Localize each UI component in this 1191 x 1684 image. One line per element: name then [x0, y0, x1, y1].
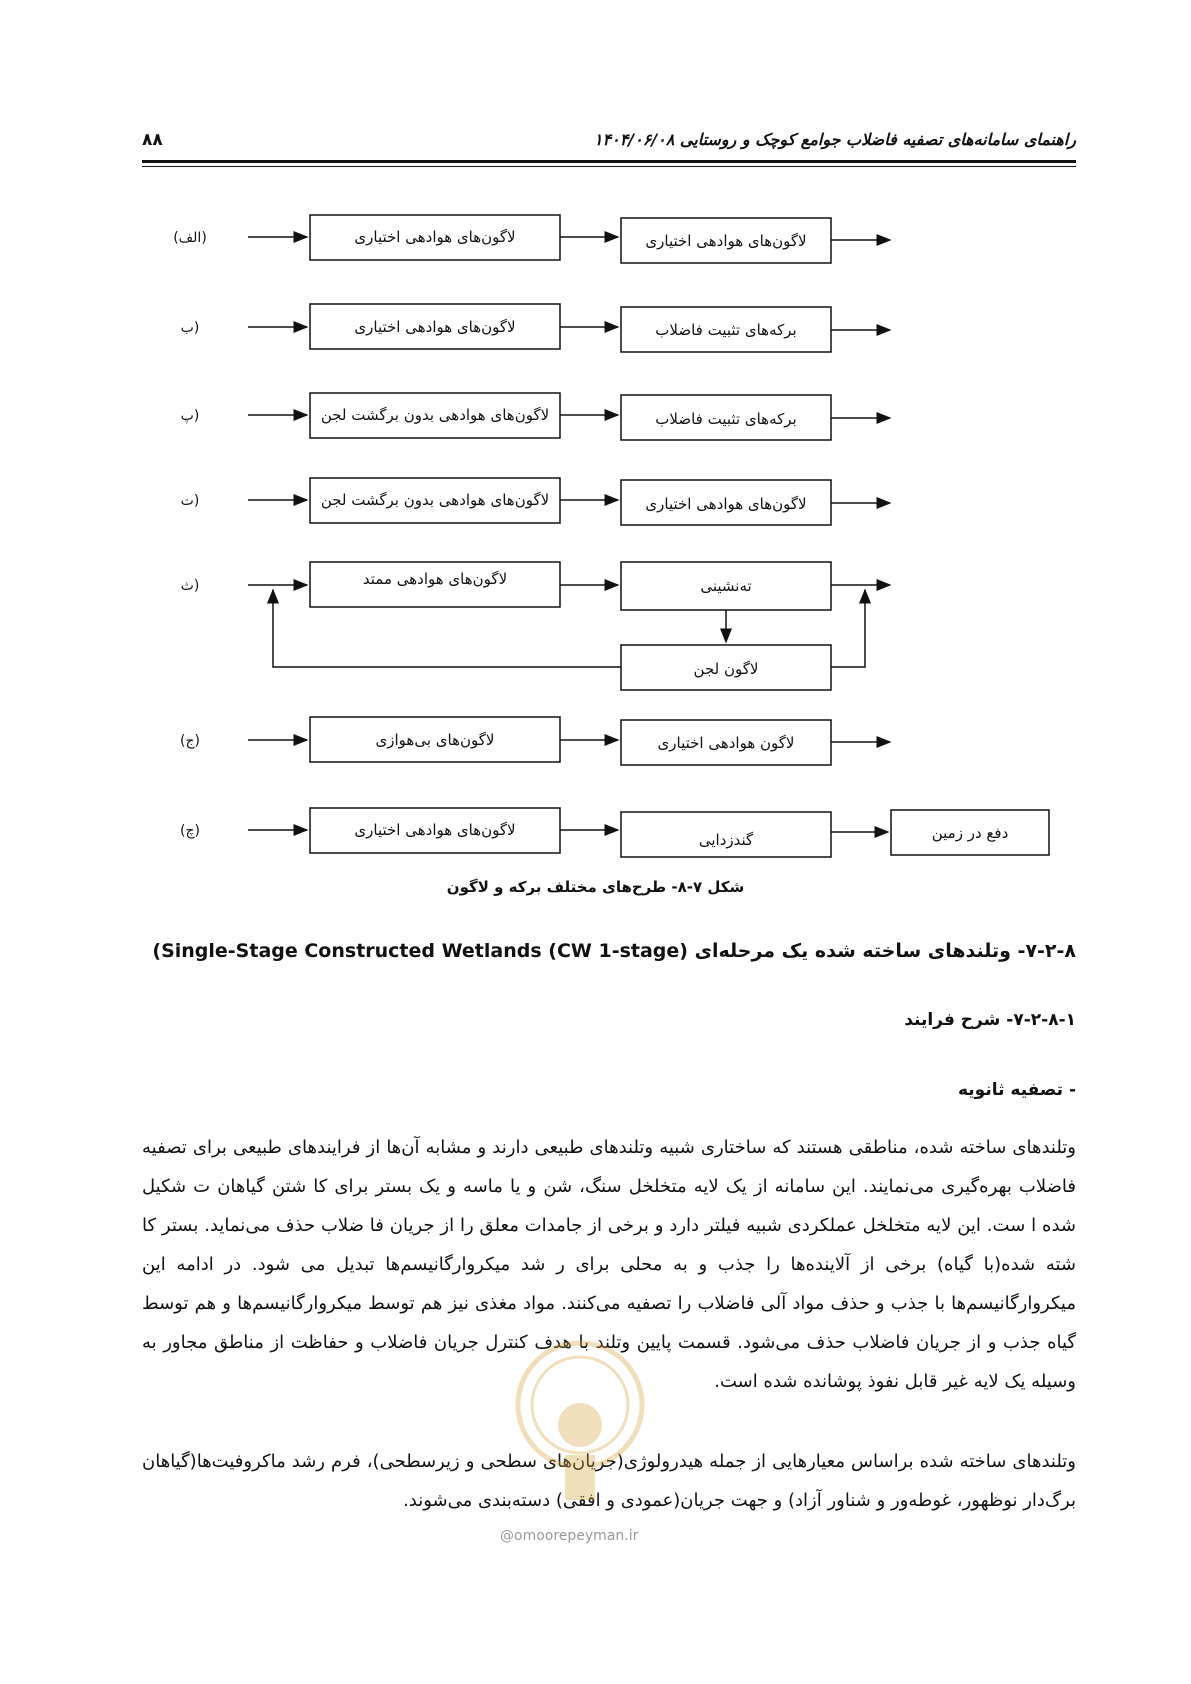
figure-caption: شکل ۷-۸- طرح‌های مختلف برکه و لاگون: [446, 878, 745, 896]
row7-box3-text: دفع در زمین: [931, 824, 1009, 842]
row5-box1-text: لاگون‌های هوادهی ممتد: [362, 570, 508, 588]
row3-box1-text: لاگون‌های هوادهی بدون برگشت لجن: [320, 406, 550, 424]
paragraph-1: وتلندهای ساخته شده، مناطقی هستند که ساختاری شبیه وتلندهای طبیعی دارند و مشابه آن‌ها از فرایندهای طبیعی برای تصفیه فاضلاب بهره‌گیری می‌نمایند. این سامانه از یک لایه متخلخل سنگ، شن و یا ماسه و یک بستر برای کا شتن گیاهان ت شکیل شده ا ست. این لایه متخلخل عملکردی شبیه فیلتر دارد و برخی از جامدات معلق را از جریان فا ضلاب حذف می‌نماید. بستر کا شته شده(با گیاه) برخی از آلاینده‌ها را جذب و به محلی برای ر شد میکروارگانیسم‌ها تبدیل می شود. در ادامه این میکروارگانیسم‌ها با جذب و حذف مواد آلی فاضلاب را تصفیه می‌کنند. مواد مغذی نیز هم توسط میکروارگانیسم‌ها و هم توسط گیاه جذب و از جریان فاضلاب حذف می‌شود. قسمت پایین وتلند با هدف کنترل جریان فاضلاب و حفاظت از مناطق مجاور به وسیله یک لایه غیر قابل نفوذ پوشانده شده است.: [142, 1137, 1076, 1392]
running-title: راهنمای سامانه‌های تصفیه فاضلاب جوامع کوچک و روستایی ۱۴۰۴/۰۶/۰۸: [593, 130, 1076, 149]
row5-label: (ث: [180, 578, 200, 594]
row2-label: (ب: [180, 320, 200, 336]
row5-box2-text: ته‌نشینی: [700, 577, 752, 595]
paragraph-2: وتلندهای ساخته شده براساس معیارهایی از جمله هیدرولوژی(جریان‌های سطحی و زیرسطحی)، فرم رشد ماکروفیت‌ها(گیاهان برگ‌دار نوظهور، غوطه‌ور و شناور آزاد) و جهت جریان(عمودی و افقی) دسته‌بندی می‌شوند.: [142, 1451, 1076, 1511]
subsubsection-heading: - تصفیه ثانویه: [957, 1080, 1076, 1100]
row7-label: (چ): [180, 823, 200, 839]
row2-box2-text: برکه‌های تثبیت فاضلاب: [655, 321, 797, 339]
header-rule-thin: [142, 166, 1076, 167]
header-rule: [142, 160, 1076, 163]
row5-box3-text: لاگون لجن: [693, 660, 759, 678]
row4-box1-text: لاگون‌های هوادهی بدون برگشت لجن: [320, 491, 550, 509]
section-heading: ۷-۲-۸- وتلندهای ساخته شده یک مرحله‌ای (CW 1-stage) Single-Stage Constructed Wetlands): [152, 940, 1076, 962]
page-header: [142, 130, 1076, 160]
page-number: ۸۸: [142, 130, 163, 150]
row1-box1-text: لاگون‌های هوادهی اختیاری: [354, 228, 516, 246]
lagoon-schemes-diagram: [160, 200, 1060, 870]
row2-box1-text: لاگون‌های هوادهی اختیاری: [354, 318, 516, 336]
watermark-site: @omoorepeyman.ir: [500, 1528, 639, 1544]
row3-box2-text: برکه‌های تثبیت فاضلاب: [655, 410, 797, 428]
row3-label: (پ: [180, 408, 200, 424]
row6-box1-text: لاگون‌های بی‌هوازی: [375, 731, 495, 749]
row1-label: (الف): [173, 230, 207, 246]
watermark-logo: [505, 1330, 655, 1530]
row4-box2-text: لاگون‌های هوادهی اختیاری: [645, 495, 807, 513]
row6-label: (ج): [180, 733, 200, 749]
row4-label: (ت: [180, 493, 200, 509]
row1-box2-text: لاگون‌های هوادهی اختیاری: [645, 232, 807, 250]
row7-box2-text: گندزدایی: [698, 831, 754, 849]
row7-box1-text: لاگون‌های هوادهی اختیاری: [354, 821, 516, 839]
subsection-heading: ۷-۲-۸-۱- شرح فرایند: [904, 1010, 1076, 1030]
row6-box2-text: لاگون هوادهی اختیاری: [657, 734, 795, 752]
